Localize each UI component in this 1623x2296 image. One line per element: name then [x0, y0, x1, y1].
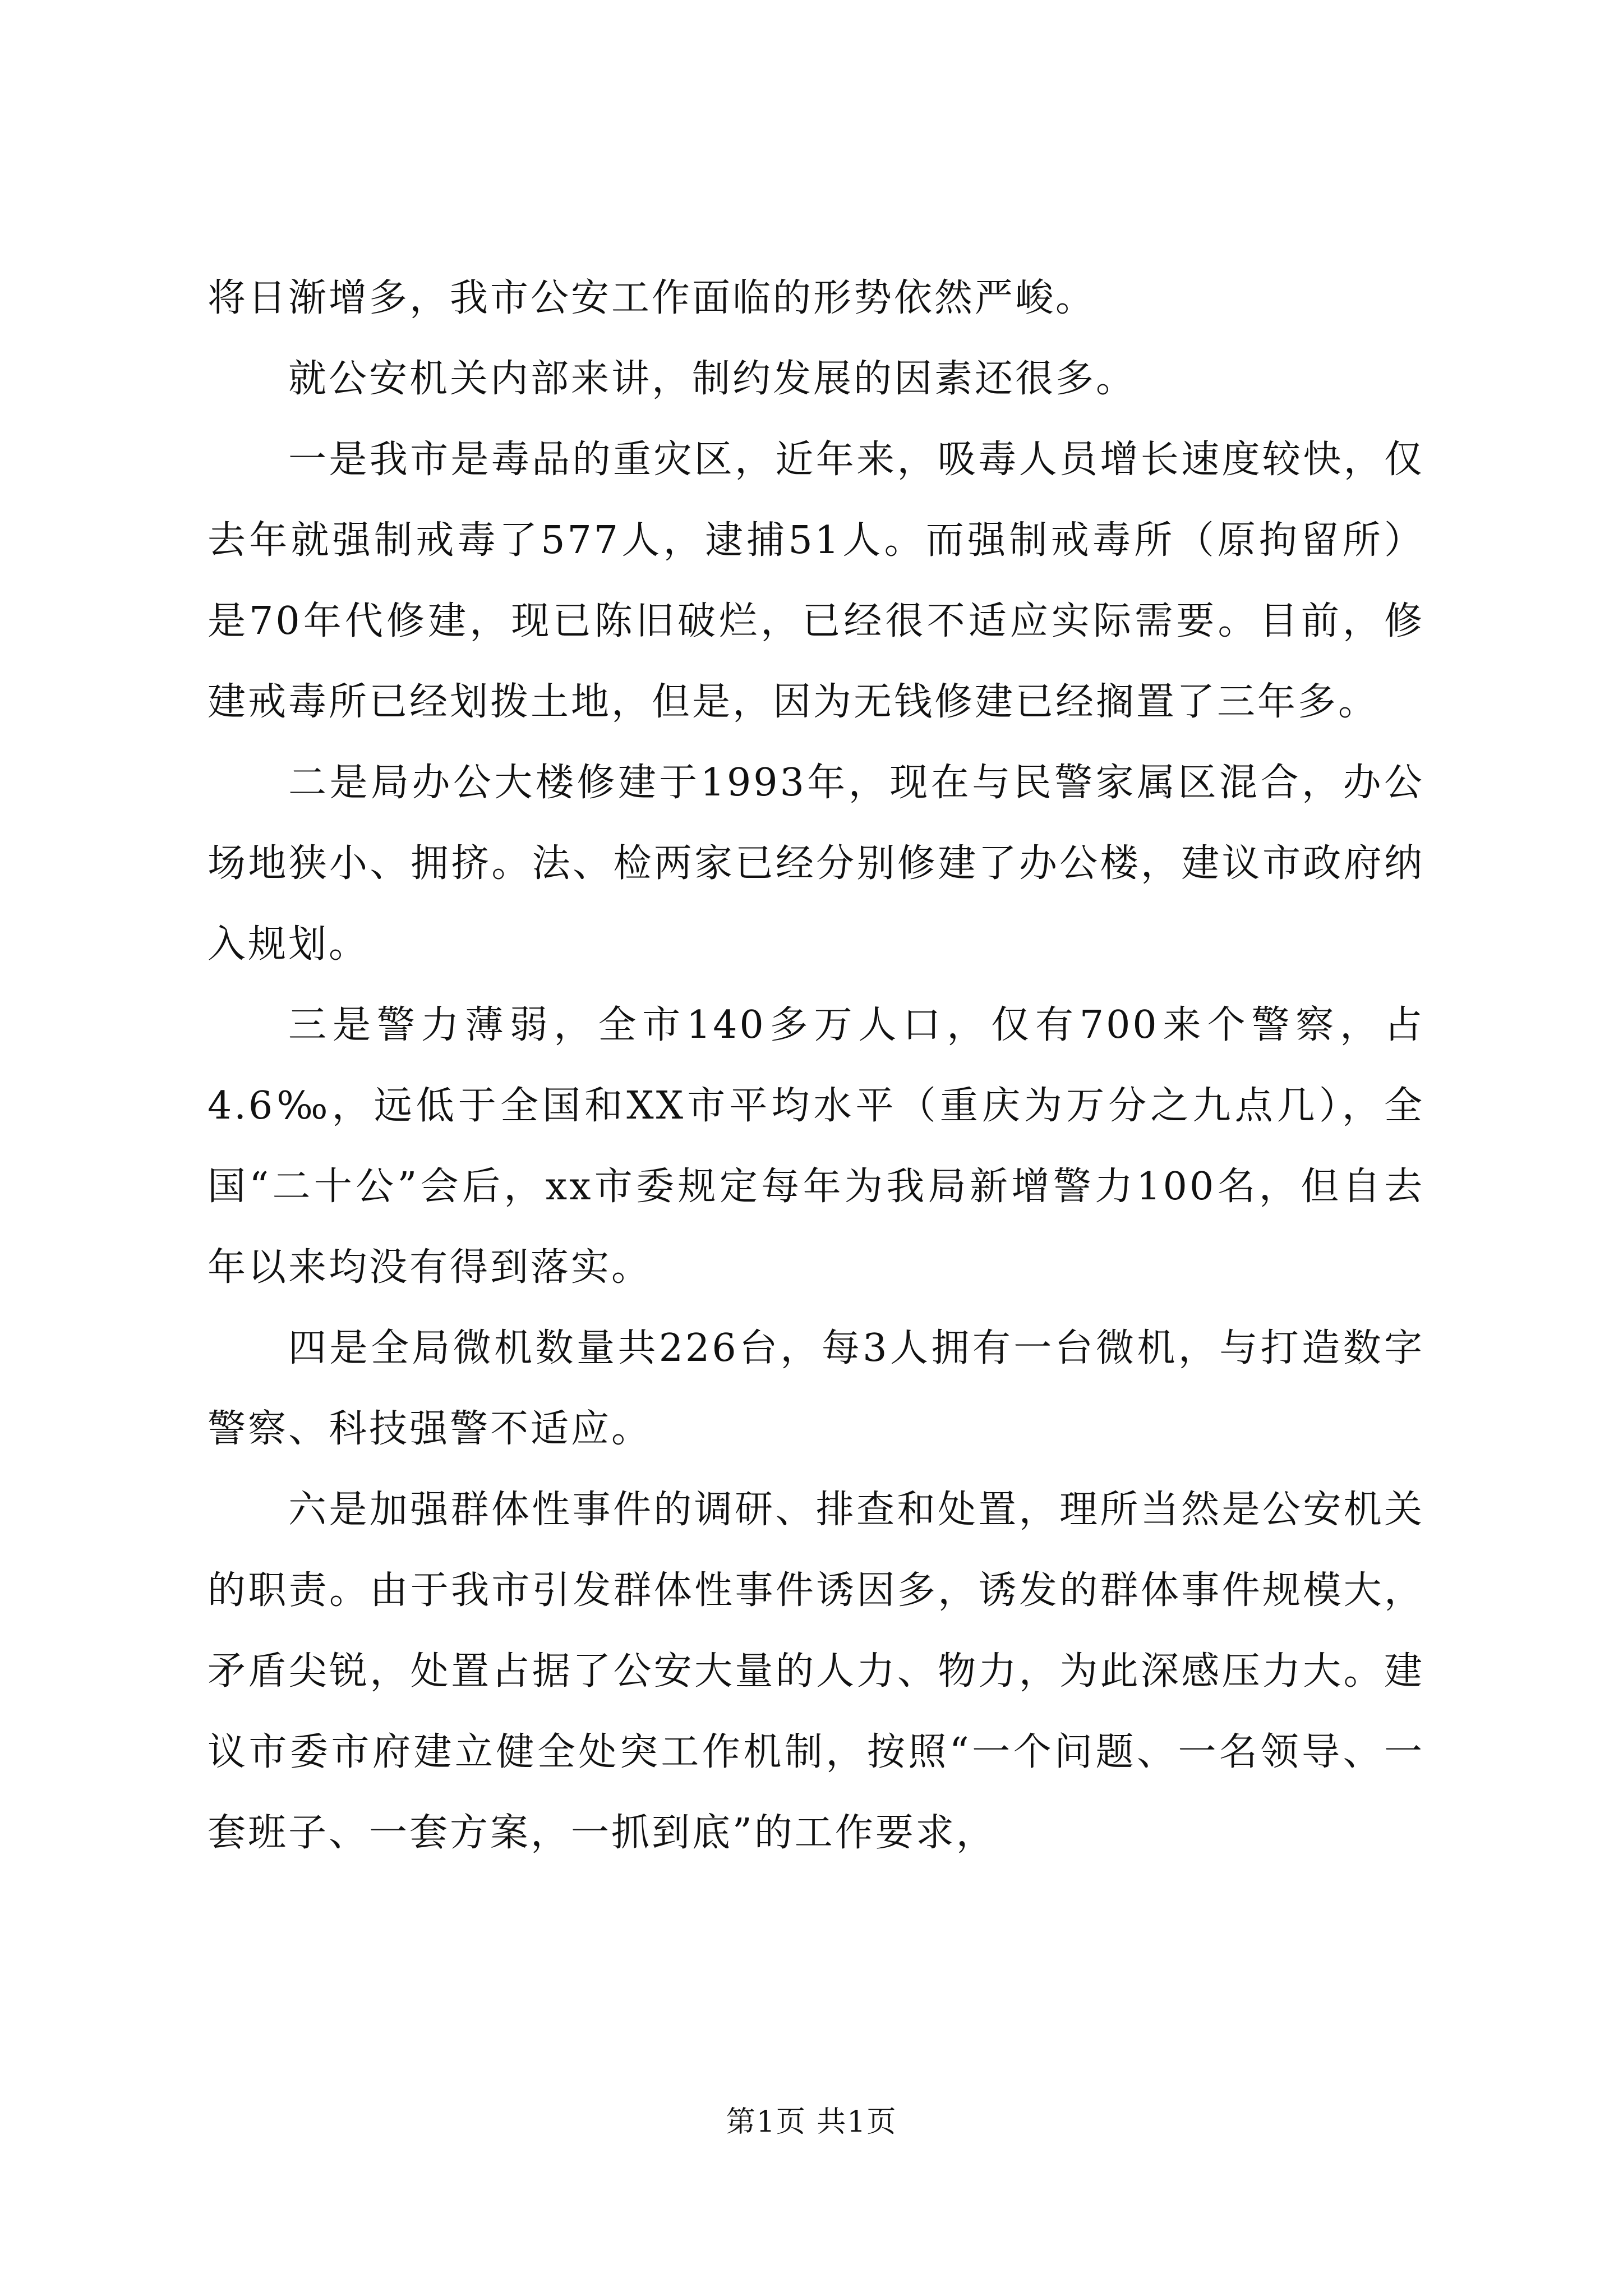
paragraph-continuation: 将日渐增多，我市公安工作面临的形势依然严峻。 — [208, 276, 1096, 320]
paragraph-internal-factors: 就公安机关内部来讲，制约发展的因素还很多。 — [288, 357, 1137, 401]
page-number-footer: 第1页 共1页 — [726, 2105, 897, 2139]
paragraph-office-building: 二是局办公大楼修建于1993年，现在与民警家属区混合，办公场地狭小、拥挤。法、检两家已经分别修建了办公楼，建议市政府纳入规划。 — [208, 761, 1424, 967]
paragraph-mass-incidents: 六是加强群体性事件的调研、排查和处置，理所当然是公安机关的职责。由于我市引发群体性事件诱因多，诱发的群体事件规模大，矛盾尖锐，处置占据了公安大量的人力、物力，为此深感压力大。建议市委市府建立健全处突工作机制，按照“一个问题、一名领导、一套班子、一套方案，一抓到底”的工作要求， — [208, 1488, 1424, 1855]
paragraph-police-strength: 三是警力薄弱，全市140多万人口，仅有700来个警察，占4.6‰，远低于全国和XX市平均水平（重庆为万分之九点几），全国“二十公”会后，xx市委规定每年为我局新增警力100名，但自去年以来均没有得到落实。 — [208, 1003, 1424, 1290]
document-body — [208, 258, 1424, 1874]
paragraph-drug-rehab: 一是我市是毒品的重灾区，近年来，吸毒人员增长速度较快，仅去年就强制戒毒了577人，逮捕51人。而强制戒毒所（原拘留所）是70年代修建，现已陈旧破烂，已经很不适应实际需要。目前，修建戒毒所已经划拨土地，但是，因为无钱修建已经搁置了三年多。 — [208, 438, 1424, 724]
paragraph-computers: 四是全局微机数量共226台，每3人拥有一台微机，与打造数字警察、科技强警不适应。 — [208, 1326, 1424, 1451]
